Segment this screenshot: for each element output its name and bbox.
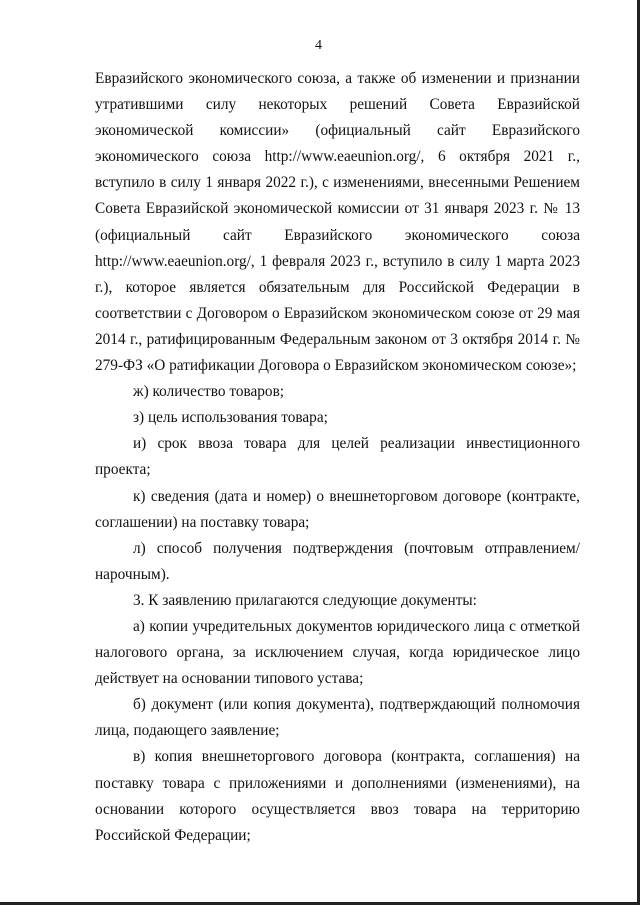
paragraph-item-v: в) копия внешнеторгового договора (контракта, соглашения) на поставку товара с приложениями и дополнениями (изменениями), на основании которого осуществляется ввоз товара на территорию Российской Федерации; (95, 748, 580, 844)
paragraph-item-a: а) копии учредительных документов юридического лица с отметкой налогового органа, за исключением случая, когда юридическое лицо действует на основании типового устава; (95, 617, 580, 688)
page-number: 4 (315, 38, 322, 53)
paragraph-item-zh: ж) количество товаров; (133, 383, 285, 401)
paragraph-item-k: к) сведения (дата и номер) о внешнеторговом договоре (контракте, соглашении) на поставку товара; (95, 487, 580, 531)
paragraph-section-3: 3. К заявлению прилагаются следующие документы: (133, 591, 477, 609)
paragraph-item-i: и) срок ввоза товара для целей реализации инвестиционного проекта; (95, 435, 580, 479)
paragraph-item-b: б) документ (или копия документа), подтверждающий полномочия лица, подающего заявление; (95, 696, 580, 740)
paragraph-item-l: л) способ получения подтверждения (почтовым отправлением/ нарочным). (95, 539, 580, 583)
paragraph-continuation: Евразийского экономического союза, а также об изменении и признании утратившими силу некоторых решений Совета Евразийской экономической комиссии» (официальный сайт Евразийского экономического союза http://www.eaeunion.org/, 6 октября 2021 г., вступило в силу 1 января 2022 г.), с изменениями, внесенными Решением Совета Евразийской экономической комиссии от 31 января 2023 г. № 13 (официальный сайт Евразийского экономического союза http://www.eaeunion.org/, 1 февраля 2023 г., вступило в силу 1 марта 2023 г.), которое является обязательным для Российской Федерации в соответствии с Договором о Евразийском экономическом союзе от 29 мая 2014 г., ратифицированным Федеральным законом от 3 октября 2014 г. № 279-ФЗ «О ратификации Договора о Евразийском экономическом союзе»; (95, 70, 580, 375)
paragraph-item-z: з) цель использования товара; (133, 409, 328, 427)
document-body (95, 66, 580, 849)
